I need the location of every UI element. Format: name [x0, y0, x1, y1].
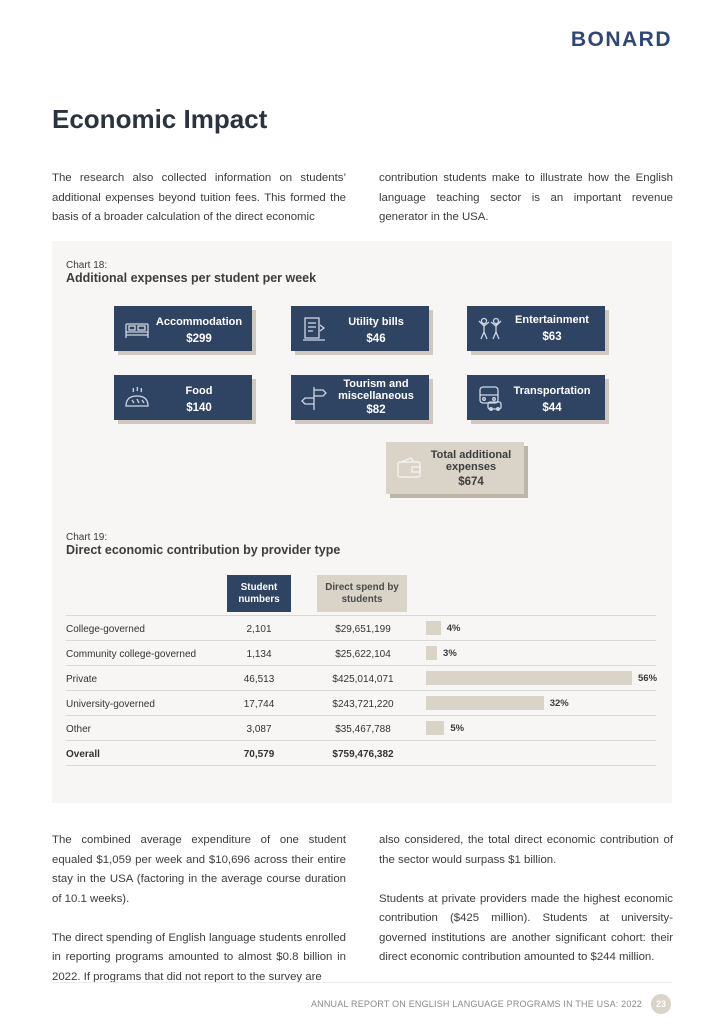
row-spend: $759,476,382 — [332, 749, 394, 760]
intro-left: The research also collected information on students’ additional expenses beyond tuition fees. This formed the basis of a broader calculation of the direct economic — [52, 172, 346, 223]
row-spend: $35,467,788 — [335, 724, 391, 735]
card-label: Entertainment — [515, 314, 589, 326]
card-label: Food — [185, 385, 213, 397]
share-label: 5% — [450, 723, 465, 734]
row-students: 3,087 — [246, 724, 272, 735]
card-label: Utility bills — [348, 316, 404, 328]
card-value: $82 — [366, 404, 386, 416]
body-paragraph: The combined average expenditure of one student equaled $1,059 per week and $10,696 across their entire stay in the USA (factoring in the average course duration of 10.1 weeks). — [52, 834, 346, 905]
share-bar — [426, 646, 437, 660]
share-label: 4% — [446, 623, 461, 634]
page-title: Economic Impact — [52, 104, 268, 134]
row-students: 17,744 — [243, 699, 275, 710]
row-name: Other — [66, 724, 92, 735]
card-value: $299 — [186, 333, 212, 345]
table-row-overall — [66, 740, 656, 766]
body-paragraph: Students at private providers made the highest economic contribution ($425 million). Students at university-governed institutions are another significant cohort: their direct economic contribution amounted to $244 million. — [379, 892, 673, 963]
row-spend: $425,014,071 — [332, 674, 394, 685]
expense-card-accommodation — [114, 306, 252, 351]
card-value: $44 — [542, 402, 562, 414]
card-label: Tourism and miscellaneous — [338, 378, 414, 402]
share-bar — [426, 696, 544, 710]
row-spend: $25,622,104 — [335, 649, 391, 660]
row-name: University-governed — [66, 699, 155, 710]
table-row — [66, 615, 656, 641]
body-left — [52, 831, 346, 987]
footer-divider — [52, 982, 672, 983]
bread-icon — [123, 384, 151, 412]
share-label: 32% — [549, 698, 569, 709]
table-row — [66, 665, 656, 691]
header-student-numbers: Student numbers — [227, 575, 291, 612]
share-label: 3% — [443, 648, 457, 659]
row-name: College-governed — [66, 624, 145, 635]
header-direct-spend: Direct spend by students — [317, 575, 407, 612]
share-bar — [426, 621, 441, 635]
card-value: $46 — [366, 333, 386, 345]
chart19-number: Chart 19: — [66, 532, 108, 543]
body-right — [379, 831, 673, 968]
body-paragraph: The direct spending of English language students enrolled in reporting programs amounted to almost $0.8 billion in 2022. If programs that did not report to the survey are — [52, 931, 346, 983]
row-spend: $243,721,220 — [332, 699, 394, 710]
card-value: $63 — [542, 331, 562, 343]
card-value: $674 — [458, 476, 484, 488]
row-name: Private — [66, 674, 98, 685]
bed-icon — [123, 315, 151, 343]
expense-card-utility-bills — [291, 306, 429, 351]
card-label: Transportation — [513, 385, 591, 397]
row-spend: $29,651,199 — [335, 624, 391, 635]
table-row — [66, 640, 656, 666]
bill-icon — [300, 315, 328, 343]
chart19-title: Direct economic contribution by provider type — [66, 543, 341, 557]
share-bar — [426, 721, 444, 735]
row-students: 46,513 — [243, 674, 275, 685]
signpost-icon — [300, 384, 328, 412]
row-students: 70,579 — [243, 749, 275, 760]
table-row — [66, 715, 656, 741]
expense-card-tourism — [291, 375, 429, 420]
row-students: 1,134 — [246, 649, 272, 660]
body-paragraph: also considered, the total direct economic contribution of the sector would surpass $1 billion. — [379, 834, 673, 866]
charts-panel — [52, 241, 672, 803]
expense-card-entertainment — [467, 306, 605, 351]
share-bar — [426, 671, 632, 685]
card-value: $140 — [186, 402, 212, 414]
expense-card-food — [114, 375, 252, 420]
row-students: 2,101 — [246, 624, 272, 635]
brand-logo: BONARD — [570, 28, 672, 51]
bus-icon — [476, 384, 504, 412]
card-label: Accommodation — [155, 316, 243, 328]
people-dancing-icon — [476, 315, 504, 343]
expense-card-transportation — [467, 375, 605, 420]
expense-card-total — [386, 442, 524, 494]
row-name: Overall — [66, 749, 100, 760]
wallet-icon — [395, 454, 423, 482]
intro-right: contribution students make to illustrate how the English language teaching sector is an important revenue generator in the USA. — [379, 172, 673, 223]
page-number: 23 — [651, 994, 671, 1014]
footer-text: ANNUAL REPORT ON ENGLISH LANGUAGE PROGRAMS IN THE USA: 2022 — [310, 999, 642, 1009]
chart18-title: Additional expenses per student per week — [66, 271, 317, 285]
table-row — [66, 690, 656, 716]
share-label: 56% — [638, 673, 658, 684]
row-name: Community college-governed — [66, 649, 197, 660]
chart18-number: Chart 18: — [66, 260, 108, 271]
table-divider — [66, 765, 656, 766]
card-label: Total additional expenses — [430, 449, 512, 473]
